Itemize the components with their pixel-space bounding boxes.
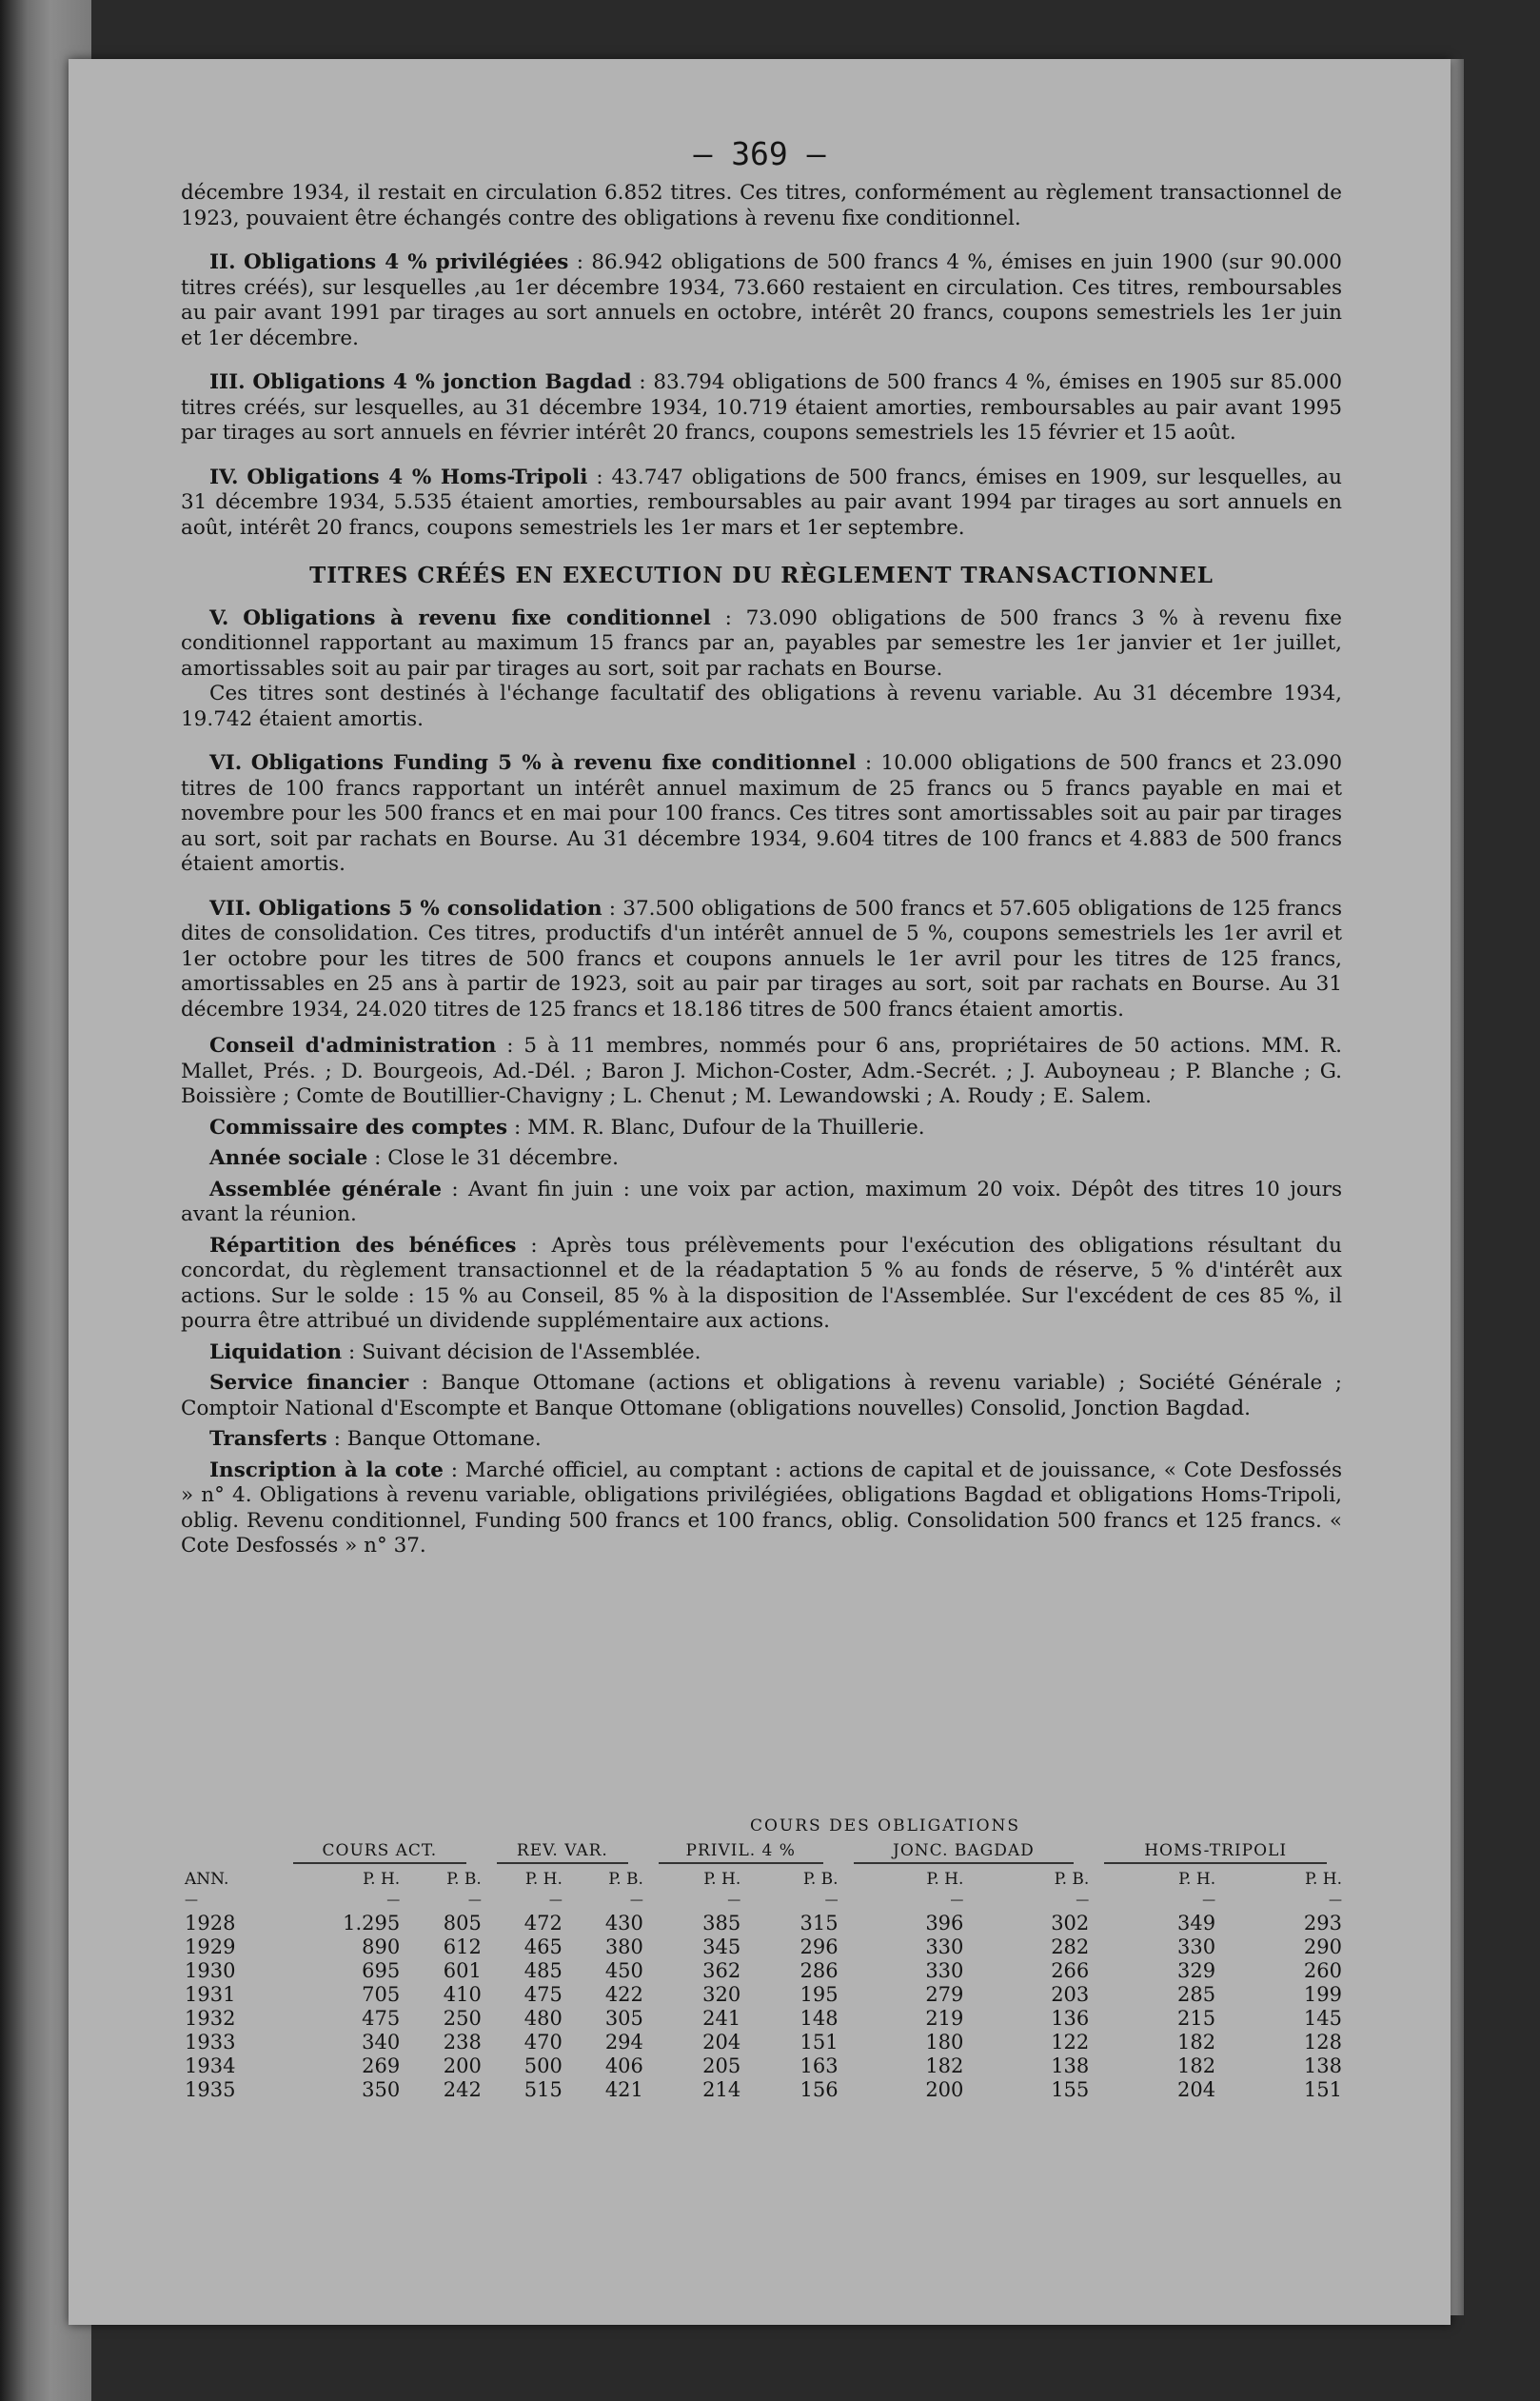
group-header: JONC. BAGDAD <box>839 1841 1090 1870</box>
info-label: Assemblée générale <box>209 1177 443 1201</box>
info-liquidation <box>181 1340 1342 1366</box>
price-cell: 465 <box>523 1935 563 1958</box>
table-row <box>181 1959 1342 1983</box>
price-cell: 380 <box>604 1935 643 1958</box>
price-cell: 279 <box>925 1983 964 2006</box>
price-cell: 480 <box>523 2007 563 2030</box>
section-text: : 10.000 obligations de 500 francs et 23.090 titres de 100 francs rapportant un intérêt annuel maximum de 25 francs ou 5 francs payable en mai et novembre pour les 500 francs et en mai pour 100 francs. Ces titres sont amortissables soit au pair par tirages au sort, soit par rachats en Bourse. Au 31 décembre 1934, 9.604 titres de 100 francs et 4.883 de 500 francs étaient amortis. <box>181 751 1342 876</box>
dash: — <box>548 1893 563 1908</box>
price-cell: 485 <box>523 1959 563 1982</box>
sub-header: P. B. <box>608 1870 643 1889</box>
section-num: III. <box>209 370 246 394</box>
price-cell: 349 <box>1177 1912 1216 1935</box>
sub-header: P. H. <box>926 1870 964 1889</box>
section-ii <box>181 250 1342 351</box>
sub-header-row <box>181 1870 1342 1893</box>
section-text: : 43.747 obligations de 500 francs, émises en 1909, sur lesquelles, au 31 décembre 1934, 5.535 étaient amorties, remboursables au pair avant 1994 par tirages au sort annuels en août, intérêt 20 francs, coupons semestriels les 1er mars et 1er septembre. <box>181 465 1342 540</box>
price-cell: 290 <box>1303 1935 1342 1958</box>
info-label: Service financier <box>209 1371 409 1395</box>
section-title: Obligations 4 % Homs-Tripoli <box>247 465 588 489</box>
price-cell: 241 <box>702 2007 741 2030</box>
sub-header: P. H. <box>363 1870 401 1889</box>
section-title: Obligations Funding 5 % à revenu fixe conditionnel <box>250 751 857 775</box>
price-cell: 475 <box>523 1983 563 2006</box>
section-num: VII. <box>209 896 252 921</box>
info-transferts <box>181 1427 1342 1453</box>
page-body <box>181 181 1342 1559</box>
dash-row <box>181 1893 1342 1912</box>
dash: — <box>950 1893 964 1908</box>
price-cell: 329 <box>1177 1959 1216 1982</box>
info-text: : 5 à 11 membres, nommés pour 6 ans, propriétaires de 50 actions. MM. R. Mallet, Prés. ; D. Bourgeois, Ad.-Dél. ; Baron J. Michon-Coster, Adm.-Secrét. ; J. Auboyneau ; P. Blanche ; G. Boissière ; Comte de Boutillier-Chavigny ; L. Chenut ; M. Lewandowski ; A. Roudy ; E. Salem. <box>181 1034 1342 1108</box>
section-title: Obligations à revenu fixe conditionnel <box>243 605 711 630</box>
table-row <box>181 1912 1342 1935</box>
price-cell: 385 <box>702 1912 741 1935</box>
price-cell: 182 <box>1177 2031 1216 2054</box>
year-header: ANN. <box>185 1870 229 1889</box>
info-label: Commissaire des comptes <box>209 1115 508 1140</box>
info-text: : Après tous prélèvements pour l'exécution des obligations résultant du concordat, du règlement transactionnel et de la réadaptation 5 % au fonds de réserve, 5 % d'intérêt aux actions. Sur le solde : 15 % au Conseil, 85 % à la disposition de l'Assemblée. Sur l'excédent de ces 85 %, il pourra être attribué un dividende supplémentaire aux actions. <box>181 1233 1342 1333</box>
group-header: REV. VAR. <box>482 1841 643 1870</box>
price-cell: 203 <box>1051 1983 1090 2006</box>
price-cell: 238 <box>443 2031 482 2054</box>
price-cell: 138 <box>1051 2054 1090 2077</box>
price-cell: 138 <box>1303 2054 1342 2077</box>
price-cell: 500 <box>523 2054 563 2077</box>
price-cell: 122 <box>1051 2031 1090 2054</box>
info-text: : Banque Ottomane. <box>326 1427 542 1451</box>
dash: — <box>467 1893 482 1908</box>
price-cell: 155 <box>1051 2078 1090 2101</box>
price-cell: 305 <box>604 2007 643 2030</box>
section-text: : 73.090 obligations de 500 francs 3 % à revenu fixe conditionnel rapportant au maximum 15 francs par an, payables par semestre les 1er janvier et 1er juillet, amortissables soit au pair par tirages au sort, soit par rachats en Bourse. <box>181 605 1342 681</box>
price-cell: 350 <box>362 2078 401 2101</box>
year-cell: 1932 <box>185 2007 236 2030</box>
info-label: Répartition des bénéfices <box>209 1233 517 1258</box>
price-cell: 406 <box>604 2054 643 2077</box>
section-v <box>181 606 1342 683</box>
table-row <box>181 2054 1342 2078</box>
section-title: Obligations 5 % consolidation <box>258 896 602 921</box>
year-cell: 1935 <box>185 2078 236 2101</box>
price-cell: 148 <box>800 2007 839 2030</box>
table-title: COURS DES OBLIGATIONS <box>749 1816 1021 1835</box>
sub-header: P. B. <box>446 1870 482 1889</box>
price-cell: 345 <box>702 1935 741 1958</box>
section-num: V. <box>209 605 229 630</box>
price-cell: 705 <box>362 1983 401 2006</box>
price-cell: 204 <box>702 2031 741 2054</box>
price-cell: 260 <box>1303 1959 1342 1982</box>
year-cell: 1933 <box>185 2031 236 2054</box>
price-cell: 601 <box>443 1959 482 1982</box>
price-cell: 180 <box>925 2031 964 2054</box>
price-cell: 396 <box>925 1912 964 1935</box>
price-cell: 266 <box>1051 1959 1090 1982</box>
table-row <box>181 2007 1342 2031</box>
price-cell: 294 <box>604 2031 643 2054</box>
year-cell: 1934 <box>185 2054 236 2077</box>
price-cell: 470 <box>523 2031 563 2054</box>
prices-table <box>181 1841 1342 2102</box>
prices-table-section <box>181 1816 1342 2102</box>
corner-cell <box>181 1841 278 1870</box>
info-label: Année sociale <box>209 1146 368 1170</box>
price-cell: 128 <box>1303 2031 1342 2054</box>
price-cell: 182 <box>925 2054 964 2077</box>
price-cell: 286 <box>800 1959 839 1982</box>
price-cell: 475 <box>362 2007 401 2030</box>
price-cell: 515 <box>523 2078 563 2101</box>
price-cell: 219 <box>925 2007 964 2030</box>
section-iii <box>181 370 1342 446</box>
price-cell: 151 <box>800 2031 839 2054</box>
group-header: PRIVIL. 4 % <box>643 1841 839 1870</box>
section-text: : 37.500 obligations de 500 francs et 57.605 obligations de 125 francs dites de consolidation. Ces titres, productifs d'un intérêt annuel de 5 %, coupons semestriels les 1er avril et 1er octobre pour les titres de 500 francs et coupons annuels le 1er avril pour les titres de 125 francs, amortissables en 25 ans à partir de 1923, soit au pair par tirages au sort, soit par rachats en Bourse. Au 31 décembre 1934, 24.020 titres de 125 francs et 18.186 titres de 500 francs étaient amortis. <box>181 896 1342 1022</box>
section-iv <box>181 466 1342 542</box>
price-cell: 330 <box>925 1959 964 1982</box>
intro-paragraph: décembre 1934, il restait en circulation 6.852 titres. Ces titres, conformément au règlement transactionnel de 1923, pouvaient être échangés contre des obligations à revenu fixe conditionnel. <box>181 181 1342 230</box>
price-cell: 430 <box>604 1912 643 1935</box>
table-row <box>181 1935 1342 1959</box>
dash: — <box>1076 1893 1090 1908</box>
table-row <box>181 2078 1342 2102</box>
price-cell: 250 <box>443 2007 482 2030</box>
info-assemblee <box>181 1178 1342 1228</box>
section-vii <box>181 897 1342 1023</box>
info-label: Inscription à la cote <box>209 1458 444 1482</box>
section-v-note: Ces titres sont destinés à l'échange facultatif des obligations à revenu variable. Au 31 décembre 1934, 19.742 étaient amortis. <box>181 682 1342 731</box>
table-body <box>181 1912 1342 2102</box>
info-repartition <box>181 1234 1342 1335</box>
info-inscription <box>181 1458 1342 1559</box>
right-page-edge <box>1451 59 1464 2315</box>
section-vi <box>181 751 1342 878</box>
info-annee <box>181 1146 1342 1172</box>
price-cell: 145 <box>1303 2007 1342 2030</box>
info-conseil <box>181 1034 1342 1110</box>
price-cell: 422 <box>604 1983 643 2006</box>
section-num: II. <box>209 250 236 274</box>
section-num: IV. <box>209 465 239 489</box>
section-num: VI. <box>209 751 243 775</box>
sub-header: P. H. <box>703 1870 741 1889</box>
price-cell: 340 <box>362 2031 401 2054</box>
dash: — <box>629 1893 643 1908</box>
year-cell: 1930 <box>185 1959 236 1982</box>
info-text: : Marché officiel, au comptant : actions de capital et de jouissance, « Cote Desfossés » n° 4. Obligations à revenu variable, obligations privilégiées, obligations Bagdad et obligations Homs-Tripoli, oblig. Revenu conditionnel, Funding 500 francs et 100 francs, oblig. Consolidation 500 francs et 125 francs. « Cote Desfossés » n° 37. <box>181 1458 1342 1558</box>
price-cell: 302 <box>1051 1912 1090 1935</box>
price-cell: 156 <box>800 2078 839 2101</box>
sub-header: P. H. <box>1304 1870 1342 1889</box>
dash: — <box>1329 1893 1342 1908</box>
price-cell: 200 <box>925 2078 964 2101</box>
price-cell: 330 <box>925 1935 964 1958</box>
price-cell: 200 <box>443 2054 482 2077</box>
document-page <box>69 59 1451 2325</box>
year-cell: 1931 <box>185 1983 236 2006</box>
dash: — <box>1202 1893 1216 1908</box>
price-cell: 450 <box>604 1959 643 1982</box>
sub-header: P. B. <box>1054 1870 1090 1889</box>
info-text: : Close le 31 décembre. <box>367 1146 619 1170</box>
table-row <box>181 1983 1342 2007</box>
price-cell: 293 <box>1303 1912 1342 1935</box>
price-cell: 1.295 <box>343 1912 401 1935</box>
info-text: : MM. R. Blanc, Dufour de la Thuillerie. <box>507 1115 925 1140</box>
price-cell: 320 <box>702 1983 741 2006</box>
price-cell: 182 <box>1177 2054 1216 2077</box>
dash: — <box>727 1893 741 1908</box>
info-text: : Avant fin juin : une voix par action, maximum 20 voix. Dépôt des titres 10 jours avant la réunion. <box>181 1177 1342 1226</box>
price-cell: 472 <box>523 1912 563 1935</box>
price-cell: 269 <box>362 2054 401 2077</box>
group-header: HOMS-TRIPOLI <box>1089 1841 1342 1870</box>
section-title: Obligations 4 % jonction Bagdad <box>252 370 632 394</box>
price-cell: 421 <box>604 2078 643 2101</box>
info-label: Liquidation <box>209 1339 343 1364</box>
section-text: : 86.942 obligations de 500 francs 4 %, émises en juin 1900 (sur 90.000 titres créés), sur lesquelles ,au 1er décembre 1934, 73.660 restaient en circulation. Ces titres, remboursables au pair avant 1991 par tirages au sort annuels en octobre, intérêt 20 francs, coupons semestriels les 1er juin et 1er décembre. <box>181 250 1342 350</box>
bond-sections <box>181 250 1342 541</box>
price-cell: 315 <box>800 1912 839 1935</box>
info-text: : Banque Ottomane (actions et obligations à revenu variable) ; Société Générale ; Comptoir National d'Escompte et Banque Ottomane (obligations nouvelles) Consolid, Jonction Bagdad. <box>181 1371 1342 1420</box>
sub-header: P. B. <box>802 1870 839 1889</box>
price-cell: 199 <box>1303 1983 1342 2006</box>
section-text: : 83.794 obligations de 500 francs 4 %, émises en 1905 sur 85.000 titres créés, sur lesquelles, au 31 décembre 1934, 10.719 étaient amorties, remboursables au pair avant 1995 par tirages au sort annuels en février intérêt 20 francs, coupons semestriels les 15 février et 15 août. <box>181 370 1342 445</box>
price-cell: 890 <box>362 1935 401 1958</box>
table-row <box>181 2031 1342 2054</box>
price-cell: 242 <box>443 2078 482 2101</box>
price-cell: 612 <box>443 1935 482 1958</box>
price-cell: 362 <box>702 1959 741 1982</box>
price-cell: 330 <box>1177 1935 1216 1958</box>
price-cell: 204 <box>1177 2078 1216 2101</box>
price-cell: 282 <box>1051 1935 1090 1958</box>
info-text: : Suivant décision de l'Assemblée. <box>342 1339 701 1364</box>
sub-header: P. H. <box>524 1870 563 1889</box>
price-cell: 285 <box>1177 1983 1216 2006</box>
dash: — <box>386 1893 401 1908</box>
price-cell: 136 <box>1051 2007 1090 2030</box>
sub-header: P. H. <box>1178 1870 1216 1889</box>
year-cell: 1929 <box>185 1935 236 1958</box>
info-commissaire <box>181 1116 1342 1141</box>
price-cell: 215 <box>1177 2007 1216 2030</box>
price-cell: 205 <box>702 2054 741 2077</box>
price-cell: 151 <box>1303 2078 1342 2101</box>
info-service <box>181 1371 1342 1421</box>
price-cell: 163 <box>800 2054 839 2077</box>
section-title: Obligations 4 % privilégiées <box>243 250 569 274</box>
price-cell: 805 <box>443 1912 482 1935</box>
page-number: — 369 — <box>693 135 826 172</box>
price-cell: 410 <box>443 1983 482 2006</box>
dash: — <box>185 1893 198 1908</box>
price-cell: 214 <box>702 2078 741 2101</box>
price-cell: 296 <box>800 1935 839 1958</box>
section-heading: TITRES CRÉÉS EN EXECUTION DU RÈGLEMENT TRANSACTIONNEL <box>309 563 1214 588</box>
price-cell: 195 <box>800 1983 839 2006</box>
group-header: COURS ACT. <box>278 1841 482 1870</box>
price-cell: 695 <box>362 1959 401 1982</box>
info-label: Conseil d'administration <box>209 1034 497 1058</box>
info-label: Transferts <box>209 1427 327 1451</box>
year-cell: 1928 <box>185 1912 236 1935</box>
group-header-row <box>181 1841 1342 1870</box>
dash: — <box>824 1893 839 1908</box>
